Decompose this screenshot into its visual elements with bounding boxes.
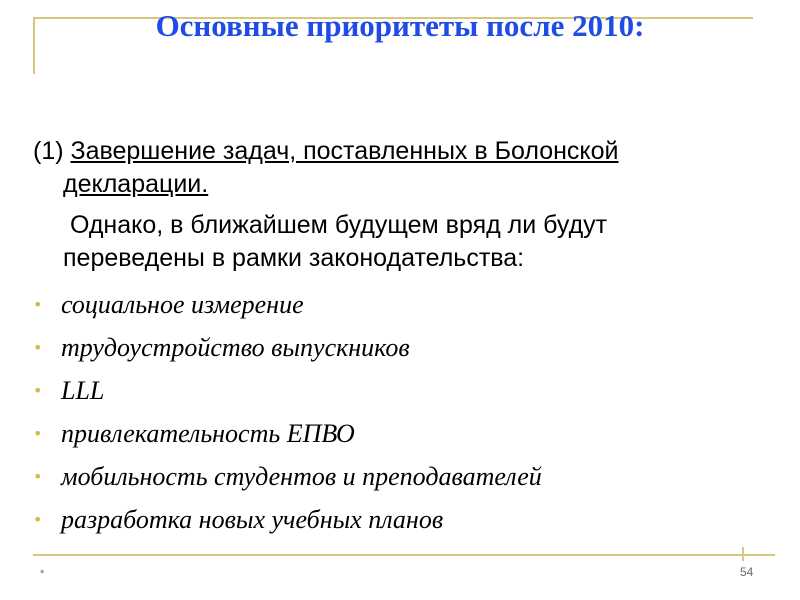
note-text bbox=[33, 209, 753, 275]
bullet-text: привлекательность ЕПВО bbox=[61, 419, 355, 448]
point-text-line2: декларации. bbox=[63, 170, 209, 198]
list-item bbox=[33, 326, 753, 369]
list-item bbox=[33, 412, 753, 455]
list-item bbox=[33, 498, 753, 541]
bullet-text: социальное измерение bbox=[61, 290, 304, 319]
slide-title: Основные приоритеты после 2010: bbox=[155, 8, 645, 43]
point-text-line1: Завершение задач, поставленных в Болонской bbox=[70, 137, 619, 165]
bullet-marker-icon: • bbox=[33, 510, 43, 529]
note-line1: Однако, в ближайшем будущем вряд ли будут bbox=[63, 211, 608, 239]
bullet-text: разработка новых учебных планов bbox=[61, 505, 444, 534]
page-number: 54 bbox=[740, 565, 754, 579]
bullet-list bbox=[33, 283, 753, 541]
list-item bbox=[33, 455, 753, 498]
list-item bbox=[33, 283, 753, 326]
list-item bbox=[33, 369, 753, 412]
priority-point bbox=[33, 135, 753, 168]
note-line2: переведены в рамки законодательства: bbox=[63, 244, 525, 272]
bullet-text: мобильность студентов и преподавателей bbox=[61, 462, 542, 491]
frame-bottom-line bbox=[33, 554, 775, 556]
bullet-marker-icon: • bbox=[33, 381, 43, 400]
bullet-marker-icon: • bbox=[33, 338, 43, 357]
frame-bottom-tick bbox=[742, 547, 744, 561]
bullet-marker-icon: • bbox=[33, 424, 43, 443]
point-continuation bbox=[33, 168, 753, 201]
bullet-marker-icon: • bbox=[33, 295, 43, 314]
bullet-text: LLL bbox=[61, 376, 105, 405]
point-number: (1) bbox=[33, 137, 71, 165]
slide-content bbox=[33, 135, 753, 541]
bullet-marker-icon: • bbox=[33, 467, 43, 486]
bullet-text: трудоустройство выпускников bbox=[61, 333, 410, 362]
footer-asterisk: * bbox=[40, 568, 45, 580]
